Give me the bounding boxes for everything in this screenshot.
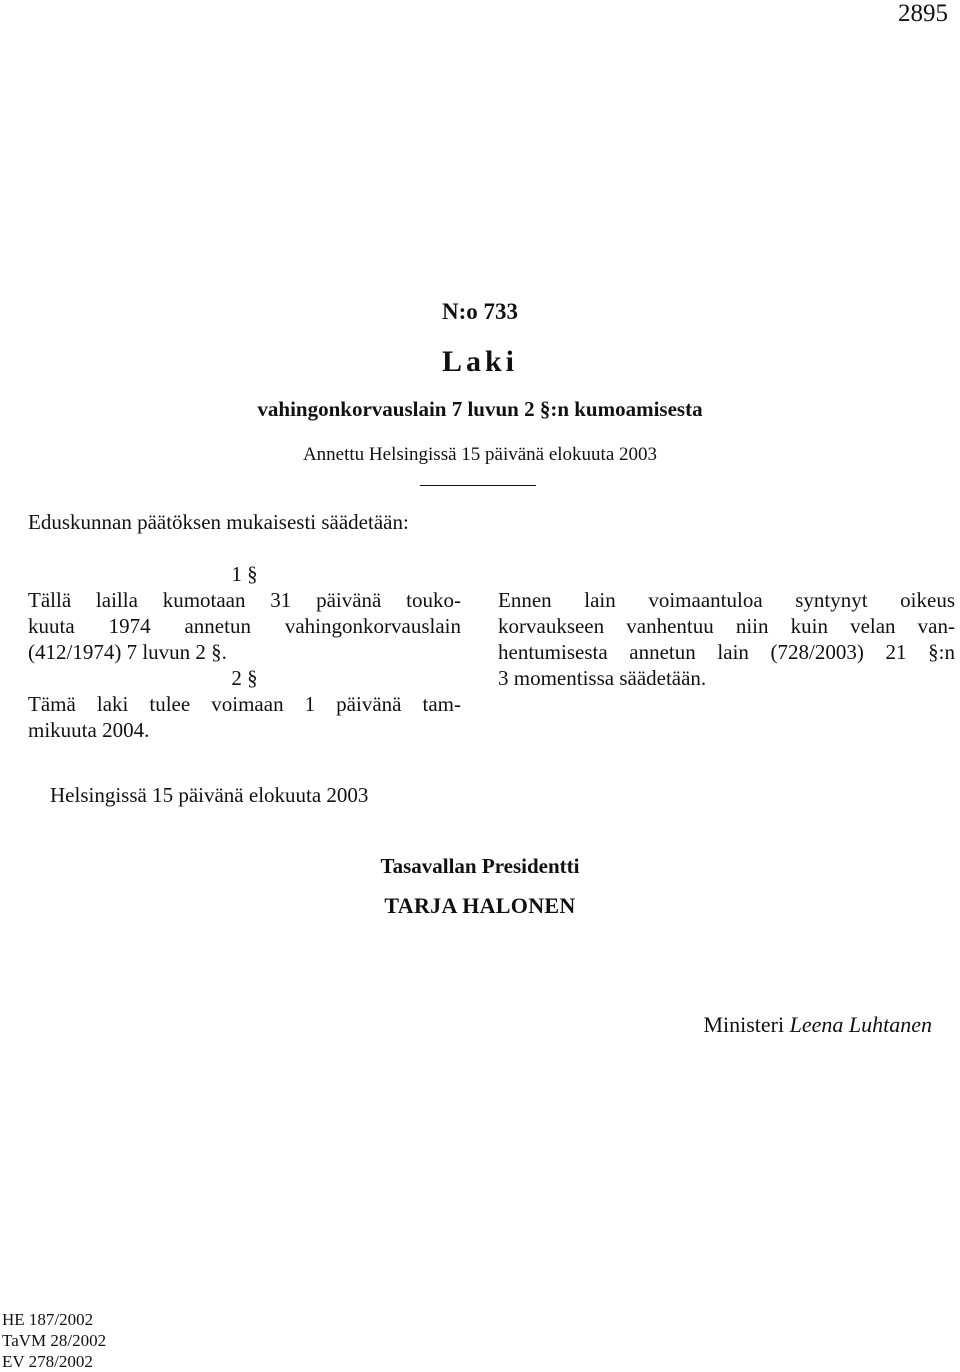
president-name: TARJA HALONEN	[384, 893, 576, 918]
reference-item: TaVM 28/2002	[2, 1331, 107, 1350]
section-text-line: Tällä lailla kumotaan 31 päivänä touko-	[28, 588, 461, 612]
law-number: N:o 733	[441, 299, 519, 324]
right-column	[498, 587, 955, 691]
section-text-line: (412/1974) 7 luvun 2 §.	[28, 640, 227, 664]
left-column	[28, 561, 461, 743]
page-number: 2895	[898, 0, 948, 27]
section-text-line: 3 momentissa säädetään.	[498, 666, 707, 690]
reference-item: EV 278/2002	[2, 1352, 93, 1371]
section-heading: 1 §	[231, 562, 258, 586]
law-given-date: Annettu Helsingissä 15 päivänä elokuuta 2003	[302, 444, 658, 465]
place-and-date: Helsingissä 15 päivänä elokuuta 2003	[50, 783, 369, 807]
legislative-references	[2, 1309, 106, 1372]
section-text-line: Tämä laki tulee voimaan 1 päivänä tam-	[28, 692, 461, 716]
section-text-line: mikuuta 2004.	[28, 718, 150, 742]
president-title: Tasavallan Presidentti	[380, 854, 580, 878]
title-divider	[420, 485, 536, 486]
minister-title: Ministeri	[703, 1012, 785, 1037]
section-text-line: kuuta 1974 annetun vahingonkorvauslain	[28, 614, 461, 638]
preamble: Eduskunnan päätöksen mukaisesti säädetään:	[28, 510, 409, 534]
law-title: Laki	[441, 345, 519, 378]
law-subtitle: vahingonkorvauslain 7 luvun 2 §:n kumoamisesta	[257, 397, 703, 421]
minister-name: Leena Luhtanen	[789, 1012, 932, 1037]
section-text-line: hentumisesta annetun lain (728/2003) 21 §:n	[498, 640, 955, 664]
reference-item: HE 187/2002	[2, 1310, 94, 1329]
section-text-line: korvaukseen vanhentuu niin kuin velan van-	[498, 614, 955, 638]
minister-signature	[703, 1012, 932, 1038]
section-heading: 2 §	[231, 666, 258, 690]
section-text-line: Ennen lain voimaantuloa syntynyt oikeus	[498, 588, 955, 612]
